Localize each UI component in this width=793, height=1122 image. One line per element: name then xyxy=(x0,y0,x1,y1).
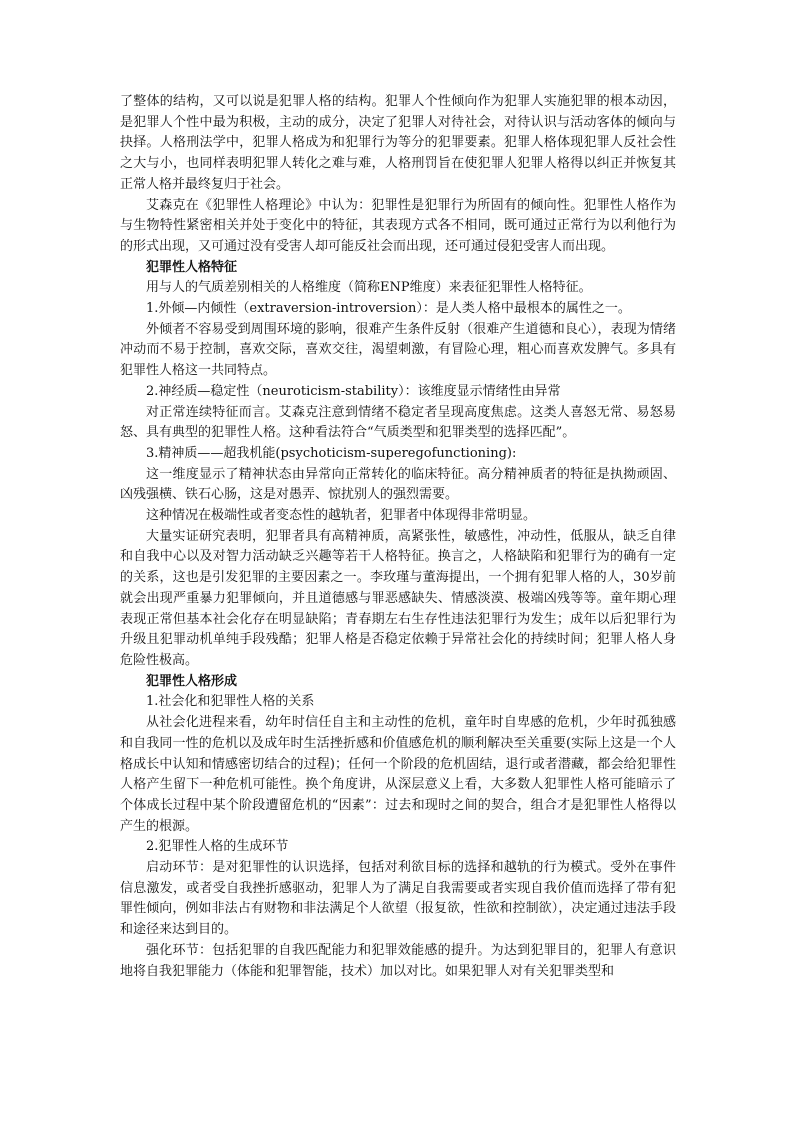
paragraph: 用与人的气质差别相关的人格维度（简称ENP维度）来表征犯罪性人格特征。 xyxy=(146,280,592,296)
document-page xyxy=(120,92,676,982)
section-heading: 犯罪性人格形成 xyxy=(146,673,238,689)
paragraph: 对正常连续特征而言。艾森克注意到情绪不稳定者呈现高度焦虑。这类人喜怒无常、易怒易怒、具有典型的犯罪性人格。这种看法符合“气质类型和犯罪类型的选择匹配”。 xyxy=(120,404,676,441)
paragraph: 了整体的结构，又可以说是犯罪人格的结构。犯罪人个性倾向作为犯罪人实施犯罪的根本动因，是犯罪人个性中最为积极，主动的成分，决定了犯罪人对待社会，对待认识与活动客体的倾向与抉择。人格刑法学中，犯罪人格成为和犯罪行为等分的犯罪要素。犯罪人格体现犯罪人反社会性之大与小，也同样表明犯罪人转化之难与难，人格刑罚旨在使犯罪人犯罪人格得以纠正并恢复其正常人格并最终复归于社会。 xyxy=(120,94,676,192)
paragraph: 3.精神质——超我机能(psychoticism-superegofunctioning): xyxy=(146,445,517,461)
paragraph: 这种情况在极端性或者变态性的越轨者，犯罪者中体现得非常明显。 xyxy=(146,508,537,524)
paragraph: 1.社会化和犯罪性人格的关系 xyxy=(146,694,315,710)
paragraph: 大量实证研究表明，犯罪者具有高精神质，高紧张性，敏感性，冲动性，低服从，缺乏自律和自我中心以及对智力活动缺乏兴趣等若干人格特征。换言之，人格缺陷和犯罪行为的确有一定的关系，这也是引发犯罪的主要因素之一。李玫瑾与董海提出，一个拥有犯罪人格的人，30岁前就会出现严重暴力犯罪倾向，并且道德感与罪恶感缺失、情感淡漠、极端凶残等等。童年期心理表现正常但基本社会化存在明显缺陷；青春期左右生存性违法犯罪行为发生；成年以后犯罪行为升级且犯罪动机单纯手段残酷；犯罪人格是否稳定依赖于异常社会化的持续时间；犯罪人格人身危险性极高。 xyxy=(120,528,676,668)
section-heading: 犯罪性人格特征 xyxy=(146,259,238,275)
paragraph: 2.犯罪性人格的生成环节 xyxy=(146,839,289,855)
paragraph: 1.外倾—内倾性（extraversion-introversion）：是人类人格中最根本的属性之一。 xyxy=(146,301,631,317)
paragraph: 艾森克在《犯罪性人格理论》中认为：犯罪性是犯罪行为所固有的倾向性。犯罪性人格作为与生物特性紧密相关并处于变化中的特征，其表现方式各不相同，既可通过正常行为以利他行为的形式出现，又可通过没有受害人却可能反社会而出现，还可通过侵犯受害人而出现。 xyxy=(120,197,676,254)
paragraph: 启动环节：是对犯罪性的认识选择，包括对利欲目标的选择和越轨的行为模式。受外在事件信息激发，或者受自我挫折感驱动，犯罪人为了满足自我需要或者实现自我价值而选择了带有犯罪性倾向，例如非法占有财物和非法满足个人欲望（报复欲，性欲和控制欲），决定通过违法手段和途径来达到目的。 xyxy=(120,860,676,938)
paragraph: 从社会化进程来看，幼年时信任自主和主动性的危机，童年时自卑感的危机，少年时孤独感和自我同一性的危机以及成年时生活挫折感和价值感危机的顺利解决至关重要(实际上这是一个人格成长中认知和情感密切结合的过程)；任何一个阶段的危机固结，退行或者潜藏，都会给犯罪性人格产生留下一种危机可能性。换个角度讲，从深层意义上看，大多数人犯罪性人格可能暗示了个体成长过程中某个阶段遭留危机的“因素”：过去和现时之间的契合，组合才是犯罪性人格得以产生的根源。 xyxy=(120,715,676,834)
paragraph: 强化环节：包括犯罪的自我匹配能力和犯罪效能感的提升。为达到犯罪目的，犯罪人有意识地将自我犯罪能力（体能和犯罪智能，技术）加以对比。如果犯罪人对有关犯罪类型和 xyxy=(120,942,676,979)
paragraph: 2.神经质—稳定性（neuroticism-stability）：该维度显示情绪性由异常 xyxy=(146,383,561,399)
paragraph: 这一维度显示了精神状态由异常向正常转化的临床特征。高分精神质者的特征是执拗顽固、凶残强横、铁石心肠，这是对愚弄、惊扰别人的强烈需要。 xyxy=(120,466,676,503)
paragraph: 外倾者不容易受到周围环境的影响，很难产生条件反射（很难产生道德和良心），表现为情绪冲动而不易于控制，喜欢交际，喜欢交往，渴望刺激，有冒险心理，粗心而喜欢发脾气。多具有犯罪性人格这一共同特点。 xyxy=(120,321,676,379)
